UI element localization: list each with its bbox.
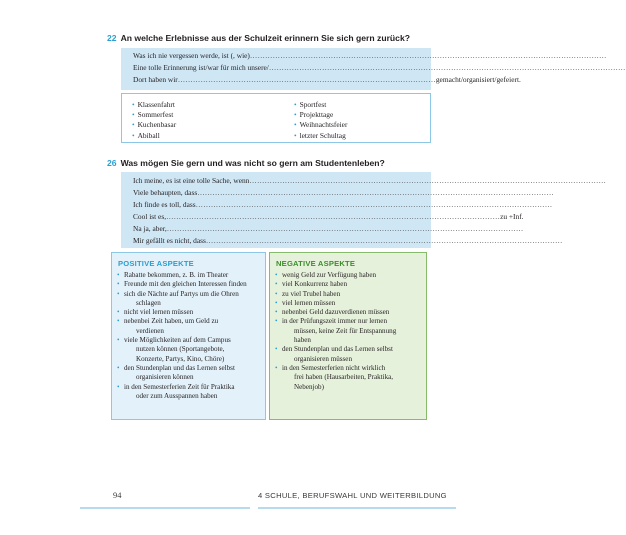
word-item: • Weihnachtsfeier bbox=[294, 120, 348, 130]
positive-aspects-title: POSITIVE ASPEKTE bbox=[118, 259, 194, 268]
phrase-line: Na ja, aber, …………………………………………………………………………………………………………………………… bbox=[133, 224, 524, 233]
page-number: 94 bbox=[113, 491, 122, 500]
list-item: • zu viel Trubel haben bbox=[275, 289, 341, 298]
list-item: • nebenbei Zeit haben, um Geld zu verdienen bbox=[117, 317, 219, 335]
list-item: • in der Prüfungszeit immer nur lernen müssen, keine Zeit für Entspannung haben bbox=[275, 317, 397, 345]
phrase-line: Ich finde es toll, dass …………………………………………………………………………………………………………………………… bbox=[133, 200, 553, 209]
list-item: • den Stundenplan und das Lernen selbst organisieren können bbox=[117, 363, 235, 382]
positive-aspects-panel bbox=[111, 252, 266, 420]
phrase-line: Mir gefällt es nicht, dass …………………………………………………………………………………………………………………………… bbox=[133, 236, 563, 245]
word-list-left bbox=[132, 100, 176, 141]
word-item: • Sommerfest bbox=[132, 110, 174, 120]
negative-aspects-panel bbox=[269, 252, 427, 420]
word-list-right bbox=[294, 100, 347, 141]
task-number: 22 bbox=[107, 33, 117, 43]
task-26-heading bbox=[107, 158, 385, 168]
task-22-heading bbox=[107, 33, 410, 43]
negative-aspects-title: NEGATIVE ASPEKTE bbox=[276, 259, 356, 268]
list-item: • den Stundenplan und das Lernen selbst organisieren müssen bbox=[275, 345, 393, 363]
list-item: • sich die Nächte auf Partys um die Ohren schlagen bbox=[117, 289, 239, 307]
list-item: • viel lernen müssen bbox=[275, 298, 336, 307]
task-number: 26 bbox=[107, 158, 117, 168]
list-item: • wenig Geld zur Verfügung haben bbox=[275, 271, 377, 279]
word-item: • Abiball bbox=[132, 130, 160, 140]
phrase-line: Cool ist es, …………………………………………………………………………………………………………………… zu +Inf. bbox=[133, 212, 524, 221]
task-question: An welche Erlebnisse aus der Schulzeit erinnern Sie sich gern zurück? bbox=[120, 33, 410, 43]
phrase-box-22 bbox=[121, 48, 626, 90]
word-item: • Kuchenbasar bbox=[132, 120, 177, 130]
list-item: • nebenbei Geld dazuverdienen müssen bbox=[275, 308, 390, 317]
word-item: • Sportfest bbox=[294, 100, 327, 109]
phrase-line: Eine tolle Erinnerung ist/war für mich unsere/ …………………………………………………………………………………………………………………………… bbox=[133, 63, 626, 72]
positive-aspects-list bbox=[112, 271, 265, 401]
list-item: • Rabatte bekommen, z. B. im Theater bbox=[117, 271, 229, 279]
phrase-line: Was ich nie vergessen werde, ist (, wie) …………………………………………………………………………………………………………………………… bbox=[133, 51, 607, 60]
list-item: • in den Semesterferien nicht wirklich frei haben (Hausarbeiten, Praktika, Nebenjob) bbox=[275, 363, 394, 391]
chapter-title: 4 SCHULE, BERUFSWAHL UND WEITERBILDUNG bbox=[258, 491, 447, 500]
word-box-22 bbox=[121, 93, 431, 143]
list-item: • Freunde mit den gleichen Interessen finden bbox=[117, 280, 247, 289]
list-item: • nicht viel lernen müssen bbox=[117, 308, 194, 317]
list-item: • viele Möglichkeiten auf dem Campus nutzen können (Sportangebote, Konzerte, Partys, Kino, Chöre) bbox=[117, 336, 231, 363]
word-item: • Projekttage bbox=[294, 110, 334, 120]
list-item: • viel Konkurrenz haben bbox=[275, 280, 348, 289]
phrase-box-26 bbox=[121, 172, 607, 248]
footer-rule-left bbox=[80, 507, 250, 509]
task-question: Was mögen Sie gern und was nicht so gern am Studentenleben? bbox=[120, 158, 385, 168]
word-item: • Klassenfahrt bbox=[132, 100, 175, 109]
negative-aspects-list bbox=[270, 271, 426, 392]
list-item: • in den Semesterferien Zeit für Praktika oder zum Ausspannen haben bbox=[117, 382, 235, 400]
footer-rule-right bbox=[258, 507, 456, 509]
phrase-line: Dort haben wir ………………………………………………………………………………………… gemacht/organisiert/gefeiert. bbox=[133, 75, 521, 84]
phrase-line: Ich meine, es ist eine tolle Sache, wenn …………………………………………………………………………………………………………………………… bbox=[133, 176, 607, 185]
word-item: • letzter Schultag bbox=[294, 130, 346, 140]
phrase-line: Viele behaupten, dass …………………………………………………………………………………………………………………………… bbox=[133, 188, 554, 197]
